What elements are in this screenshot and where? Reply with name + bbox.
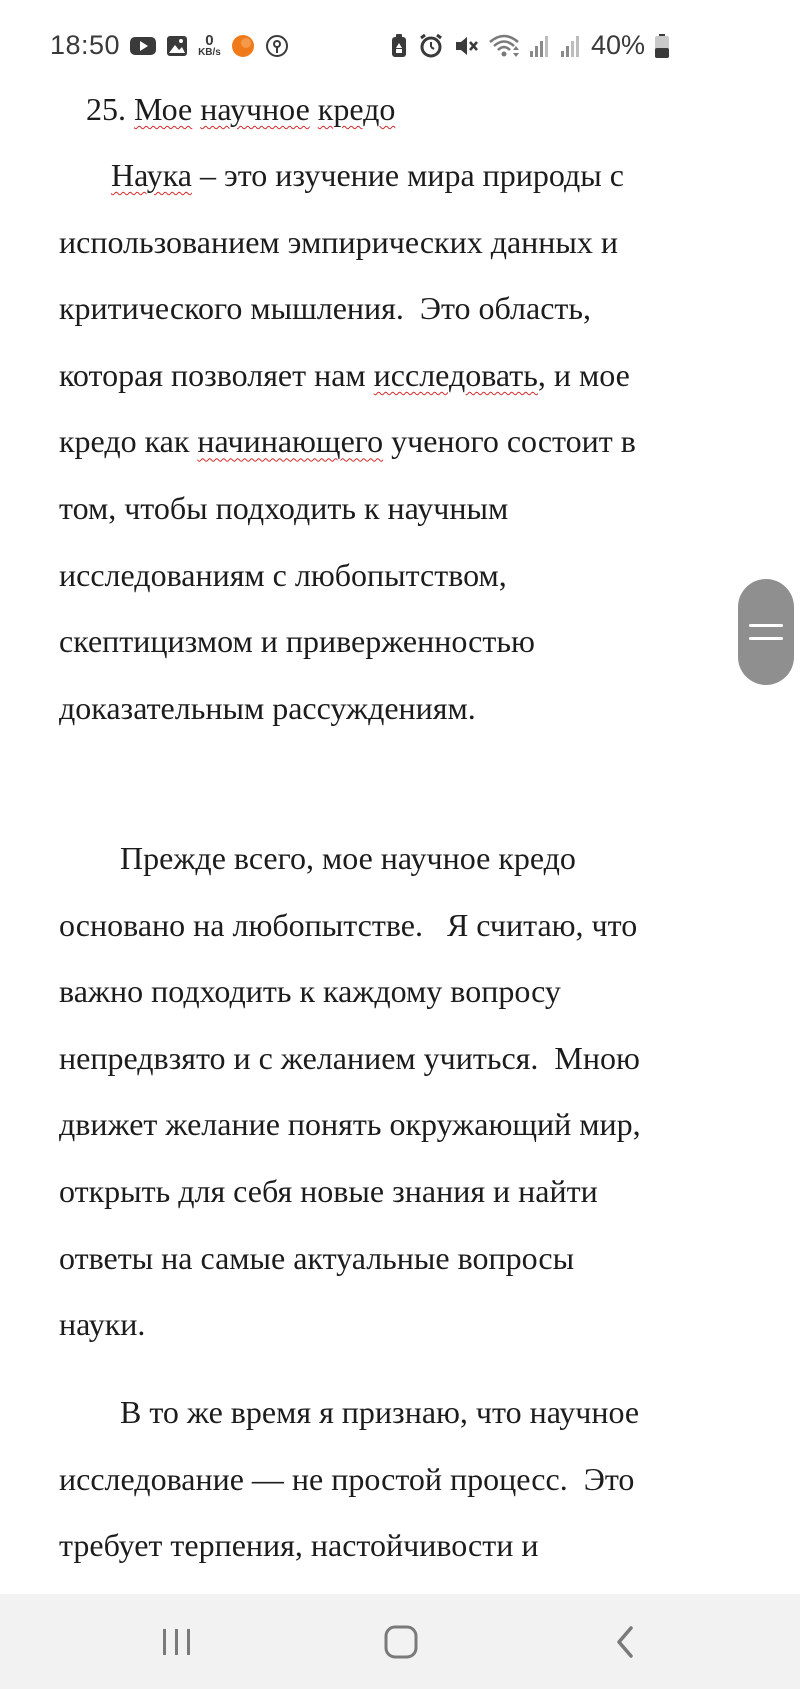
text-line: скептицизмом и приверженностью bbox=[59, 623, 535, 660]
net-speed-unit: KB/s bbox=[198, 47, 221, 58]
text-line bbox=[59, 342, 759, 409]
clock: 18:50 bbox=[50, 30, 121, 60]
text-line: движет желание понять окружающий мир, bbox=[59, 1106, 641, 1143]
wifi-icon bbox=[488, 33, 520, 59]
home-icon bbox=[383, 1624, 419, 1660]
text-span: которая позволяет нам bbox=[59, 356, 374, 393]
recent-apps-icon bbox=[160, 1627, 194, 1657]
text-line: Прежде всего, мое научное кредо bbox=[120, 840, 576, 876]
battery-icon bbox=[654, 33, 670, 59]
document-heading bbox=[86, 91, 396, 127]
status-bar-right bbox=[389, 30, 670, 61]
text-span: кредо как bbox=[59, 423, 198, 460]
text-span: ученого состоит в bbox=[383, 423, 636, 460]
back-icon bbox=[612, 1625, 638, 1659]
signal-icon bbox=[529, 34, 551, 58]
text-line: критического мышления. Это область, bbox=[59, 290, 591, 327]
orange-app-icon bbox=[231, 34, 255, 58]
text-line: непредвзято и с желанием учиться. Мною bbox=[59, 1039, 640, 1076]
text-line: том, чтобы подходить к научным bbox=[59, 489, 509, 526]
spellcheck-word: исследовать bbox=[373, 356, 538, 393]
back-button[interactable] bbox=[565, 1594, 685, 1689]
spellcheck-word: начинающего bbox=[197, 423, 384, 460]
mute-icon bbox=[453, 33, 479, 59]
text-line: ответы на самые актуальные вопросы bbox=[59, 1239, 575, 1276]
home-button[interactable] bbox=[341, 1594, 461, 1689]
text-line: использованием эмпирических данных и bbox=[59, 223, 619, 260]
grip-line-icon bbox=[749, 637, 783, 640]
paragraph-2 bbox=[59, 825, 759, 1358]
text-line bbox=[59, 408, 759, 475]
podcast-icon bbox=[265, 34, 289, 58]
gallery-icon bbox=[166, 35, 188, 57]
status-bar-left bbox=[50, 30, 289, 61]
heading-number: 25. bbox=[86, 91, 126, 127]
text-line bbox=[59, 142, 759, 209]
grip-line-icon bbox=[749, 624, 783, 627]
document-page[interactable] bbox=[0, 91, 800, 1594]
fast-scroll-handle[interactable] bbox=[738, 579, 794, 685]
youtube-icon bbox=[130, 36, 156, 56]
text-span: – это изучение мира природы с bbox=[191, 157, 624, 193]
text-line: науки. bbox=[59, 1306, 146, 1343]
text-line: важно подходить к каждому вопросу bbox=[59, 973, 561, 1010]
signal-icon-2 bbox=[560, 34, 582, 58]
heading-word-2: научное bbox=[200, 91, 310, 127]
text-span: , и мое bbox=[537, 356, 630, 393]
text-line: В то же время я признаю, что научное bbox=[120, 1394, 640, 1430]
text-line: требует терпения, настойчивости и bbox=[59, 1527, 539, 1564]
text-line: исследованиям с любопытством, bbox=[59, 556, 507, 593]
paragraph-1 bbox=[59, 142, 759, 741]
text-line: открыть для себя новые знания и найти bbox=[59, 1172, 598, 1209]
text-line: исследование — не простой процесс. Это bbox=[59, 1460, 635, 1497]
battery-saver-icon bbox=[389, 33, 409, 59]
net-speed-indicator bbox=[198, 33, 221, 58]
spellcheck-word: Наука bbox=[111, 157, 192, 193]
heading-word-1: Мое bbox=[134, 91, 193, 127]
text-line: основано на любопытстве. Я считаю, что bbox=[59, 906, 638, 943]
text-line: доказательным рассуждениям. bbox=[59, 689, 476, 726]
recent-apps-button[interactable] bbox=[117, 1594, 237, 1689]
alarm-icon bbox=[418, 33, 444, 59]
navigation-bar bbox=[0, 1594, 800, 1689]
net-speed-value: 0 bbox=[205, 32, 214, 49]
heading-word-3: кредо bbox=[317, 91, 396, 127]
battery-percent: 40% bbox=[590, 30, 645, 60]
status-bar bbox=[0, 0, 800, 96]
